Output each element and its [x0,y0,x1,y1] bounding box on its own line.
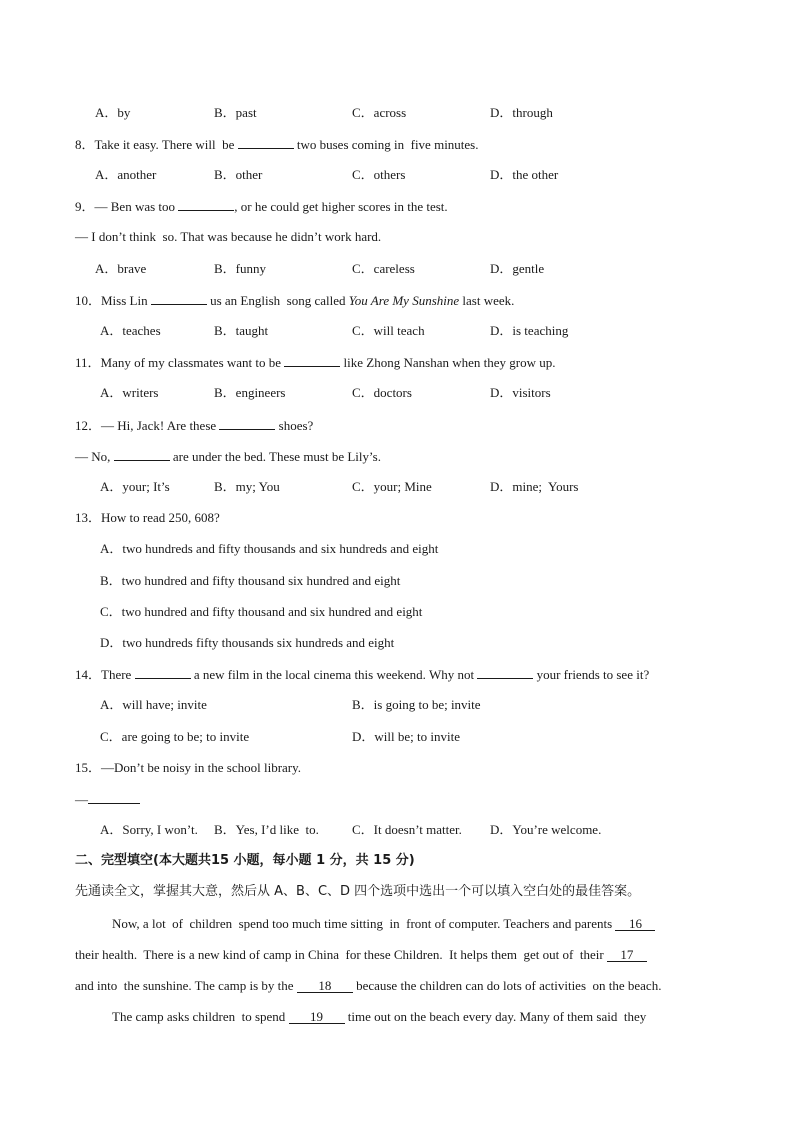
q15-option-d: D．You’re welcome. [490,822,602,837]
q10-stem [75,292,514,309]
q12-reply [75,448,381,465]
q9-option-d: D．gentle [490,261,545,276]
q14-blank-1 [135,666,191,679]
passage-line-2-text: their health. There is a new kind of camp in China for these Children. It helps them get out of their [75,947,607,962]
q11-option-c: C．doctors [352,385,412,400]
q15-stem: 15．—Don’t be noisy in the school library. [75,760,302,775]
q9-reply: — I don’t think so. That was because he didn’t work hard. [75,229,382,244]
section-title: 二、完型填空(本大题共15 小题，每小题 1 分，共 15 分) [75,853,415,868]
q9-blank [178,198,234,211]
q15-option-a: A．Sorry, I won’t. [100,822,198,837]
passage-line-3-post: because the children can do lots of activities on the beach. [352,978,662,993]
q12-blank [219,417,275,430]
q7-option-a: A．by [95,105,131,120]
passage-line-4 [112,1009,646,1025]
blank-18: 18 [297,979,353,993]
q8-stem-post: two buses coming in five minutes. [293,137,479,152]
q11-blank [284,354,340,367]
q11-option-d: D．visitors [490,385,551,400]
q15-reply-dash: — [75,792,88,807]
q10-option-d: D．is teaching [490,323,569,338]
q13-option-b: B．two hundred and fifty thousand six hundred and eight [100,573,401,588]
q9-stem-pre: 9．— Ben was too [75,199,179,214]
q11-stem-post: like Zhong Nanshan when they grow up. [340,355,556,370]
q12-reply-post: are under the bed. These must be Lily’s. [169,449,381,464]
q8-stem-pre: 8．Take it easy. There will be [75,137,238,152]
q8-option-a: A．another [95,167,157,182]
q12-reply-blank [114,448,170,461]
q14-stem [75,666,649,683]
q12-option-d: D．mine; Yours [490,479,579,494]
q10-stem-mid: us an English song called [206,293,349,308]
q11-option-a: A．writers [100,385,159,400]
q13-option-c: C．two hundred and fifty thousand and six hundred and eight [100,604,423,619]
q8-option-b: B．other [214,167,263,182]
passage-line-4-post: time out on the beach every day. Many of them said they [344,1009,647,1024]
q12-option-b: B．my; You [214,479,280,494]
passage-line-1-text: Now, a lot of children spend too much time sitting in front of computer. Teachers and parents [112,916,616,931]
q8-option-d: D．the other [490,167,559,182]
q11-stem-pre: 11．Many of my classmates want to be [75,355,285,370]
q15-reply [75,791,140,808]
q10-option-b: B．taught [214,323,269,338]
passage-line-2 [75,947,647,963]
q11-stem [75,354,555,371]
blank-17: 17 [607,948,647,962]
q13-option-d: D．two hundreds fifty thousands six hundreds and eight [100,635,395,650]
q13-option-a: A．two hundreds and fifty thousands and six hundreds and eight [100,541,439,556]
q12-option-a: A．your; It’s [100,479,170,494]
q15-blank [88,791,140,804]
q12-stem-post: shoes? [275,418,314,433]
q8-blank [238,136,294,149]
q9-stem-post: , or he could get higher scores in the test. [234,199,448,214]
q7-option-c: C．across [352,105,407,120]
q8-option-c: C．others [352,167,406,182]
q14-option-b: B．is going to be; invite [352,697,481,712]
q13-stem: 13．How to read 250, 608? [75,510,220,525]
q10-stem-post: last week. [459,293,515,308]
q11-option-b: B．engineers [214,385,286,400]
section-instruction: 先通读全文，掌握其大意，然后从 A、B、C、D 四个选项中选出一个可以填入空白处的最佳答案。 [75,884,641,899]
q14-blank-2 [477,666,533,679]
blank-19: 19 [289,1010,345,1024]
q8-stem [75,136,479,153]
q12-option-c: C．your; Mine [352,479,432,494]
q9-option-b: B．funny [214,261,267,276]
q14-option-d: D．will be; to invite [352,729,460,744]
q14-option-c: C．are going to be; to invite [100,729,250,744]
q10-stem-pre: 10．Miss Lin [75,293,151,308]
passage-line-1 [112,916,655,932]
q15-option-c: C．It doesn’t matter. [352,822,462,837]
q12-stem [75,417,313,434]
q14-option-a: A．will have; invite [100,697,207,712]
q7-option-b: B．past [214,105,257,120]
passage-line-4-pre: The camp asks children to spend [112,1009,289,1024]
q12-reply-pre: — No, [75,449,114,464]
q10-song-title: You Are My Sunshine [348,293,460,308]
q9-option-a: A．brave [95,261,147,276]
passage-line-3 [75,978,661,994]
q14-stem-post: your friends to see it? [533,667,650,682]
passage-line-3-pre: and into the sunshine. The camp is by the [75,978,297,993]
q9-stem [75,198,448,215]
q14-stem-mid: a new film in the local cinema this weekend. Why not [190,667,478,682]
q10-option-c: C．will teach [352,323,425,338]
blank-16: 16 [615,917,655,931]
q12-stem-pre: 12．— Hi, Jack! Are these [75,418,220,433]
q7-option-d: D．through [490,105,553,120]
q15-option-b: B．Yes, I’d like to. [214,822,319,837]
q14-stem-pre: 14．There [75,667,135,682]
q9-option-c: C．careless [352,261,415,276]
q10-blank [151,292,207,305]
q10-option-a: A．teaches [100,323,161,338]
